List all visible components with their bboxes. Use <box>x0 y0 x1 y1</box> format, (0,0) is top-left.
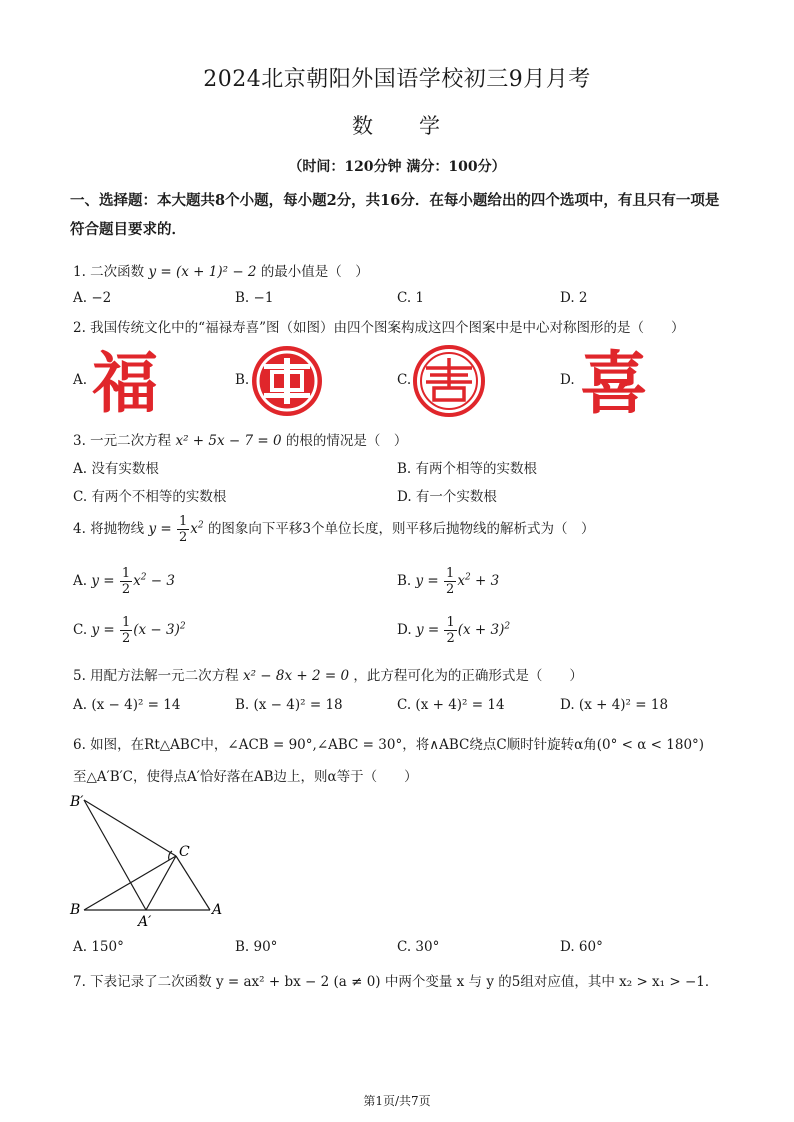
question-4 <box>73 514 595 545</box>
q2-label-a: A. <box>73 372 88 388</box>
seal-fu-glyph: 福 <box>92 345 158 416</box>
q1-option-a: A. −2 <box>73 290 112 306</box>
q3-option-d: D. 有一个实数根 <box>397 489 497 505</box>
q3-option-c: C. 有两个不相等的实数根 <box>73 489 227 505</box>
question-3 <box>73 429 407 449</box>
subject-char-2: 学 <box>419 114 442 138</box>
q2-label-c: C. <box>397 372 412 388</box>
q4-option-d: D. y = $\frac{1}{2}$ $(x + 3)^2$ <box>397 615 511 646</box>
q3-prefix: 3. 一元二次方程 <box>73 433 172 449</box>
q4-expression: y = $\frac{1}{2}$ $x^2$ <box>148 514 204 545</box>
page-number: 第1页/共7页 <box>363 1094 431 1108</box>
question-6-line-2: 至△A′B′C，使得点A′恰好落在AB边上，则α等于（ ） <box>73 769 418 785</box>
question-2: 2. 我国传统文化中的“福禄寿喜”图（如图）由四个图案构成这四个图案中是中心对称图形的是（ ） <box>73 320 685 336</box>
q3-expression: x² + 5x − 7 = 0 <box>175 433 282 449</box>
q6-option-a: A. 150° <box>73 939 124 955</box>
q4-option-a: A. y = $\frac{1}{2}$ $x^2 - 3$ <box>73 566 175 597</box>
label-c: C <box>179 844 190 860</box>
label-a: A <box>212 902 223 918</box>
q5-option-b: B. (x − 4)² = 18 <box>235 697 343 713</box>
q1-suffix: 的最小值是（ ） <box>260 264 369 280</box>
question-5 <box>73 664 583 684</box>
q1-option-b: B. −1 <box>235 290 274 306</box>
label-b: B <box>70 902 81 918</box>
q6-option-c: C. 30° <box>397 939 440 955</box>
q1-prefix: 1. 二次函数 <box>73 264 145 280</box>
q4-suffix: 的图象向下平移3个单位长度，则平移后抛物线的解析式为（ ） <box>207 521 595 537</box>
q2-label-b: B. <box>235 372 250 388</box>
label-a-prime: A′ <box>138 914 152 930</box>
q4-option-c: C. y = $\frac{1}{2}$ $(x - 3)^2$ <box>73 615 186 646</box>
q5-option-a: A. (x − 4)² = 14 <box>73 697 181 713</box>
question-1 <box>73 260 369 280</box>
q1-option-c: C. 1 <box>397 290 425 306</box>
q3-suffix: 的根的情况是（ ） <box>285 433 408 449</box>
q4-option-d-label: D. <box>397 622 412 638</box>
seal-xi-icon <box>576 344 652 416</box>
seal-fu-icon <box>88 344 162 416</box>
q6-option-d: D. 60° <box>560 939 603 955</box>
q1-option-d: D. 2 <box>560 290 588 306</box>
q2-label-d: D. <box>560 372 575 388</box>
q6-triangle-figure <box>68 790 238 930</box>
q3-option-b: B. 有两个相等的实数根 <box>397 461 538 477</box>
q5-suffix: ，此方程可化为的正确形式是（ ） <box>353 668 583 684</box>
q5-option-d: D. (x + 4)² = 18 <box>560 697 669 713</box>
seal-xi-glyph: 喜 <box>579 345 649 416</box>
label-b-prime: B′ <box>70 794 84 810</box>
seal-lu-icon <box>250 344 324 418</box>
section-heading: 一、选择题：本大题共8个小题，每小题2分，共16分．在每小题给出的四个选项中，有且只有一项是符合题目要求的． <box>70 192 720 238</box>
time-info: （时间：120分钟 满分：100分） <box>288 159 506 175</box>
q5-option-c: C. (x + 4)² = 14 <box>397 697 505 713</box>
q4-option-c-label: C. <box>73 622 88 638</box>
q4-option-a-label: A. <box>73 573 88 589</box>
q4-prefix: 4. 将抛物线 <box>73 521 145 537</box>
seal-shou-icon <box>412 344 486 418</box>
q5-expression: x² − 8x + 2 = 0 <box>242 668 350 684</box>
q5-prefix: 5. 用配方法解一元二次方程 <box>73 668 239 684</box>
subject-title <box>0 110 794 140</box>
q4-option-b: B. y = $\frac{1}{2}$ $x^2 + 3$ <box>397 566 500 597</box>
exam-title: 2024北京朝阳外国语学校初三9月月考 <box>203 67 591 92</box>
question-7: 7. 下表记录了二次函数 y = ax² + bx − 2 (a ≠ 0) 中两个变量 x 与 y 的5组对应值，其中 x₂ > x₁ > −1． <box>73 974 719 990</box>
q1-expression: y = (x + 1)² − 2 <box>148 264 257 280</box>
q4-option-b-label: B. <box>397 573 412 589</box>
q6-option-b: B. 90° <box>235 939 278 955</box>
question-6-line-1: 6. 如图，在Rt△ABC中，∠ACB = 90°,∠ABC = 30°，将∧ABC绕点C顺时针旋转α角(0° < α < 180°) <box>73 737 705 753</box>
q3-option-a: A. 没有实数根 <box>73 461 159 477</box>
subject-char-1: 数 <box>352 114 375 138</box>
